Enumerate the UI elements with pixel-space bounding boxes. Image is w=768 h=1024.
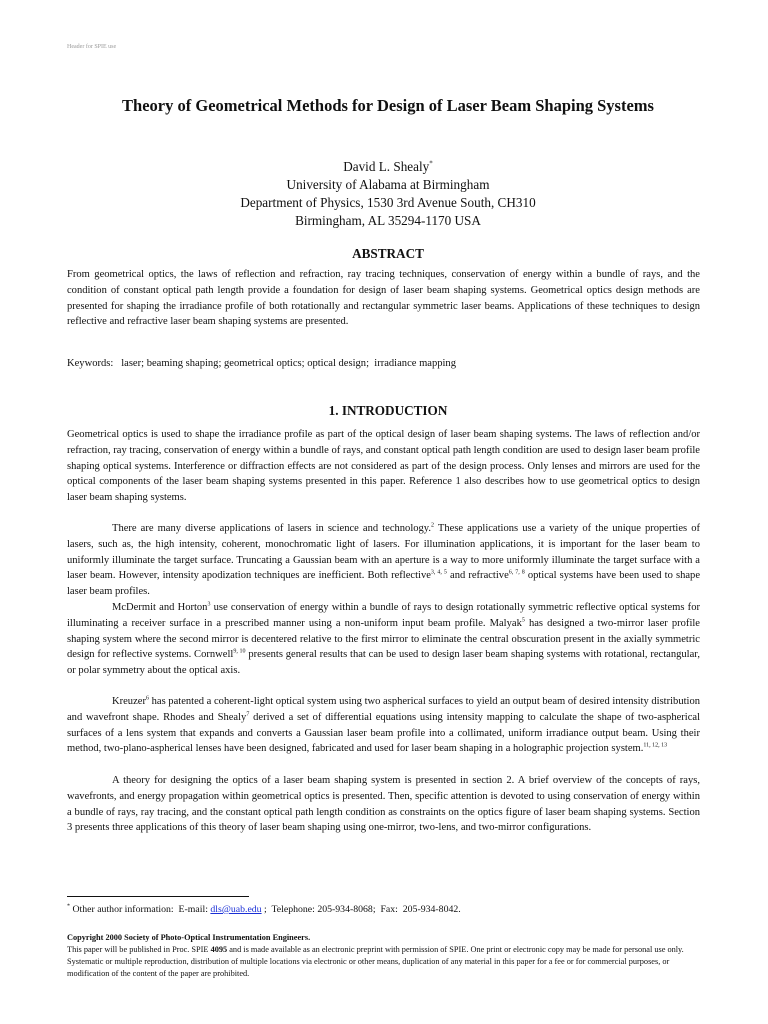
citation-ref: 6, 7, 8: [508, 569, 525, 576]
abstract-text: From geometrical optics, the laws of reflection and refraction, ray tracing techniques, conservation of energy within a bundle of rays, and the condition of constant optical path length provide a foundation for design of laser beam shaping systems. Geometrical optics design methods are presented for shaping the irradiance profile of both rotationally and rectangular symmetric laser beams. Applications of these techniques to design reflective and refractive laser beam shaping systems are presented.: [67, 269, 700, 328]
citation-ref: 2: [431, 522, 435, 529]
author-block: [100, 158, 676, 230]
intro-paragraph-4: [67, 694, 700, 757]
author-location: Birmingham, AL 35294-1170 USA: [295, 213, 481, 228]
copyright-notice: [67, 932, 697, 980]
author-name: [100, 158, 676, 176]
introduction-heading: 1. INTRODUCTION: [328, 403, 448, 418]
email-link[interactable]: dls@uab.edu: [210, 904, 262, 915]
abstract-heading: ABSTRACT: [352, 246, 424, 261]
p4-text-c: derived a set of differential equations using intensity mapping to calculate the shape of two-aspherical surfaces of a lens system that expands and converts a Gaussian laser beam profile into a collimated, uniform irradiance output beam. Using their method, two-plano-aspherical lenses have been designed, fabricated and used for laser beam shaping in a holographic projection system.: [67, 711, 701, 755]
p4-text-b: has patented a coherent-light optical system using two aspherical surfaces to yield an output beam of desired intensity distribution and wavefront shape. Rhodes and Shealy: [67, 696, 700, 723]
author-name-text: David L. Shealy: [343, 159, 430, 174]
intro-paragraph-1: Geometrical optics is used to shape the irradiance profile as part of the optical design of laser beam shaping systems. The laws of reflection and/or refraction, ray tracing, conservation of energy within a bundle of rays, and constant optical path length condition are used to design laser beam profile shaping optical systems. Interference or diffraction effects are not considered as part of the design process. Only lenses and mirrors are used for the optical components of the laser beam shaping systems presented in this paper. Reference 1 also describes how to use geometrical optics to design laser beam shaping systems.: [67, 429, 700, 504]
citation-ref: 5: [521, 617, 525, 624]
footnote-contact: ; Telephone: 205-934-8068; Fax: 205-934-8042.: [261, 904, 461, 915]
p2-text-a: There are many diverse applications of lasers in science and technology.: [112, 523, 432, 534]
copyright-volume: 4095: [210, 945, 228, 954]
paper-title: Theory of Geometrical Methods for Design of Laser Beam Shaping Systems: [122, 96, 654, 115]
keywords-list: laser; beaming shaping; geometrical optics; optical design; irradiance mapping: [121, 358, 456, 369]
intro-paragraph-3: [67, 600, 700, 679]
citation-ref: 7: [246, 711, 250, 718]
author-department: Department of Physics, 1530 3rd Avenue South, CH310: [240, 195, 536, 210]
running-header: Header for SPIE use: [67, 44, 117, 50]
author-footnote-mark: *: [429, 159, 433, 168]
intro-paragraph-2: [67, 521, 700, 600]
copyright-text-b: and is made available as an electronic preprint with permission of SPIE. One print or electronic copy may be made for personal use only. Systematic or multiple reproduction, distribution of multiple locations via electronic or other means, duplication of any material in this paper for a fee or for commercial purposes, or modification of the content of the paper are prohibited.: [67, 945, 684, 978]
p3-text-c: has designed a two-mirror laser profile shaping system where the second mirror is decentered relative to the first mirror to eliminate the central obscuration present in the axially symmetric design for reflective systems. Cornwell: [67, 617, 700, 661]
p2-text-d: optical systems have been used to shape laser beam profiles.: [67, 570, 701, 598]
citation-ref: 3: [207, 601, 211, 608]
copyright-line: Copyright 2000 Society of Photo-Optical Instrumentation Engineers.: [67, 933, 311, 942]
footnote-mark: *: [67, 903, 70, 910]
footnote: [67, 904, 461, 915]
p3-text-a: McDermit and Horton: [112, 602, 208, 613]
footnote-rule: [67, 896, 249, 897]
keywords: [67, 358, 456, 369]
author-affiliation: University of Alabama at Birmingham: [286, 177, 490, 192]
p2-text-b: These applications use a variety of the unique properties of lasers, such as, the high intensity, coherent, monochromatic light of lasers. For illumination applications, it is important for the laser beam to uniformly illuminate the target surface. Truncating a Gaussian beam with an aperture is a way to more uniformly illuminate the target surface with a laser beam. However, intensity apodization techniques are inefficient. Both reflective: [67, 523, 700, 582]
p2-text-c: and refractive: [446, 570, 509, 582]
citation-ref: 11, 12, 13: [643, 742, 668, 749]
copyright-text-a: This paper will be published in Proc. SPIE: [67, 945, 211, 954]
keywords-label: Keywords:: [67, 358, 114, 369]
p4-text-a: Kreuzer: [112, 696, 146, 707]
citation-ref: 3, 4, 5: [430, 569, 447, 576]
footnote-text: Other author information: E-mail:: [70, 904, 211, 915]
citation-ref: 9, 10: [233, 648, 246, 655]
p3-text-b: use conservation of energy within a bundle of rays to design rotationally symmetric reflective optical systems for illuminating a receiver surface in a prescribed manner using a non-uniform input beam profile. Malyak: [67, 602, 700, 629]
copyright-body: [67, 944, 697, 980]
citation-ref: 6: [145, 695, 149, 702]
intro-paragraph-5: A theory for designing the optics of a laser beam shaping system is presented in section 2. A brief overview of the concepts of rays, wavefronts, and energy propagation within geometrical optics is presented. Then, specific attention is devoted to using conservation of energy within a bundle of rays, ray tracing, and the constant optical path length condition as constraints on the optics figure of laser beam shaping systems. Section 3 presents three applications of this theory of laser beam shaping using one-mirror, two-lens, and two-mirror configurations.: [67, 775, 700, 834]
p3-text-d: presents general results that can be used to design laser beam shaping systems with rotational, rectangular, or polar symmetry about the optical axis.: [67, 649, 700, 677]
